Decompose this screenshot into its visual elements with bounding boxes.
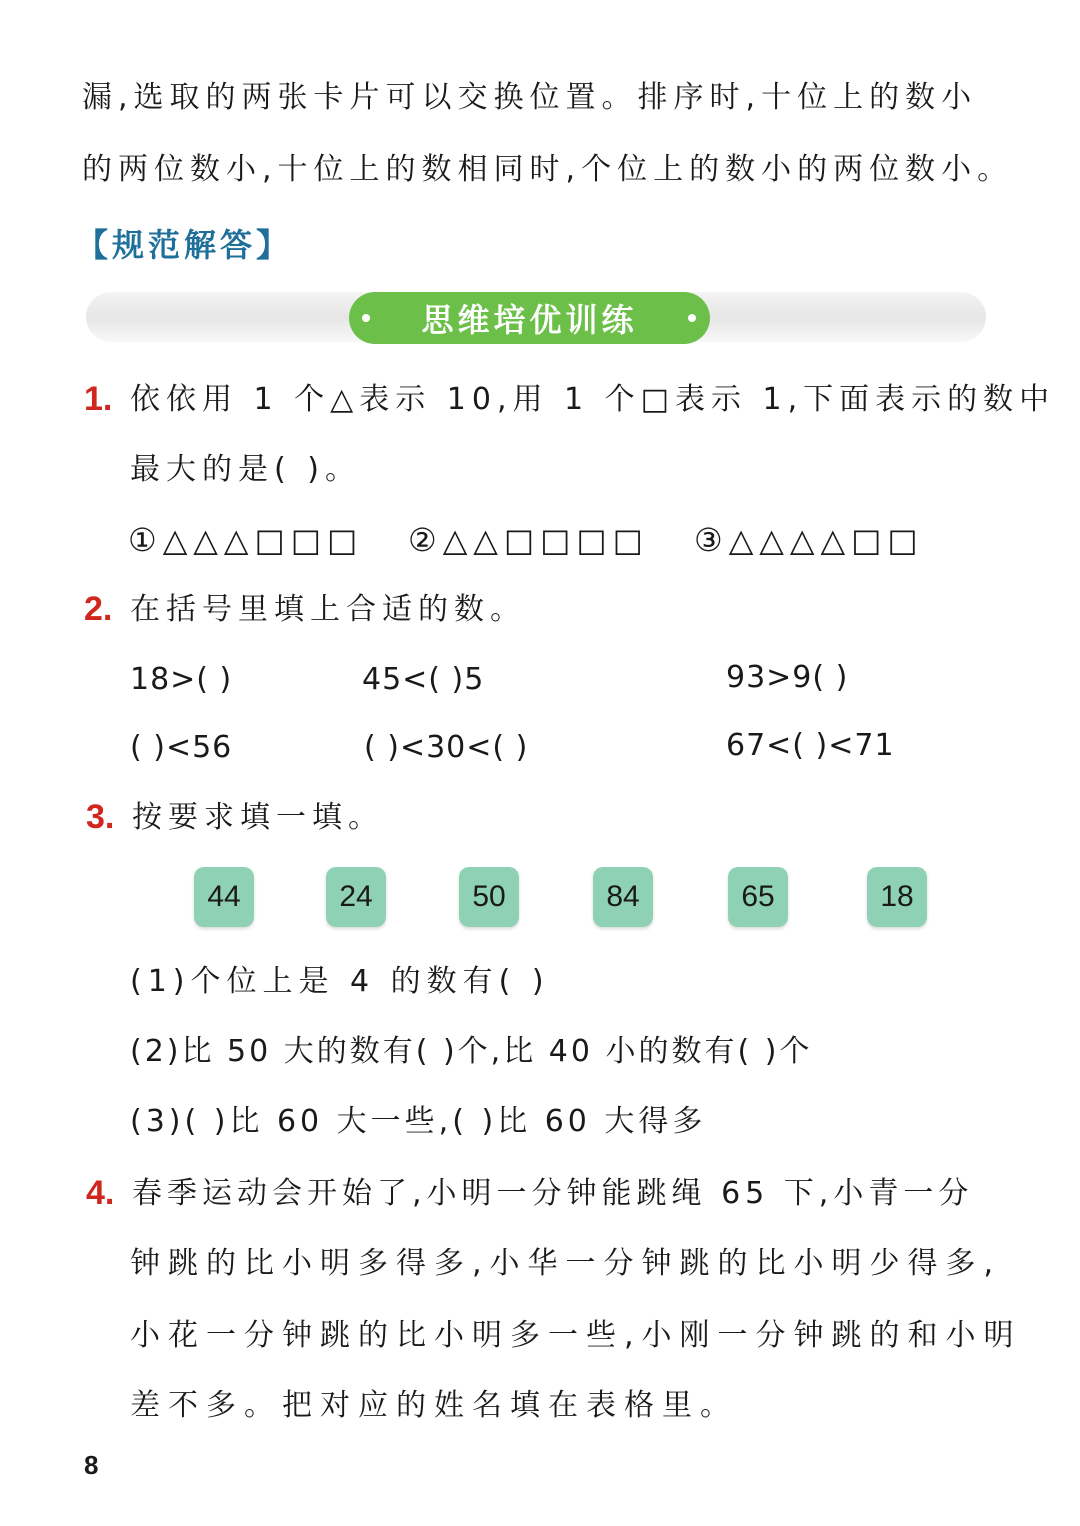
q2-blank-4[interactable]: ( )<56 xyxy=(130,730,233,765)
q3-sub-1: (1)个位上是 4 的数有( ) xyxy=(130,964,550,999)
number-card: 44 xyxy=(194,867,254,927)
q2-blank-5[interactable]: ( )<30<( ) xyxy=(364,730,529,765)
number-card: 18 xyxy=(867,867,927,927)
q1-line-2: 最大的是( )。 xyxy=(130,452,361,487)
q4-number: 4. xyxy=(86,1174,115,1212)
banner-dot-right xyxy=(688,314,696,322)
q4-line-4: 差不多。把对应的姓名填在表格里。 xyxy=(130,1388,738,1423)
q2-number: 2. xyxy=(84,590,113,628)
section-label: 【规范解答】 xyxy=(76,226,293,264)
banner-dot-left xyxy=(362,314,370,322)
number-card: 84 xyxy=(593,867,653,927)
q1-number: 1. xyxy=(84,380,113,418)
q4-line-1: 春季运动会开始了,小明一分钟能跳绳 65 下,小青一分 xyxy=(132,1176,974,1211)
q1-option-3: ③△△△△□□ xyxy=(694,521,924,559)
q4-line-3: 小花一分钟跳的比小明多一些,小刚一分钟跳的和小明 xyxy=(130,1318,1022,1353)
q3-number: 3. xyxy=(86,798,115,836)
q2-blank-6[interactable]: 67<( )<71 xyxy=(726,728,895,763)
q1-option-2: ②△△□□□□ xyxy=(408,521,649,559)
number-card: 50 xyxy=(459,867,519,927)
q1-option-1: ①△△△□□□ xyxy=(128,521,364,559)
number-card: 24 xyxy=(326,867,386,927)
intro-line-1: 漏,选取的两张卡片可以交换位置。排序时,十位上的数小 xyxy=(82,80,978,115)
page-number: 8 xyxy=(84,1450,99,1480)
banner-title: 思维培优训练 xyxy=(349,292,710,344)
q2-title: 在括号里填上合适的数。 xyxy=(130,592,526,627)
q3-title: 按要求填一填。 xyxy=(132,800,384,835)
q3-sub-3: (3)( )比 60 大一些,( )比 60 大得多 xyxy=(130,1104,707,1139)
intro-line-2: 的两位数小,十位上的数相同时,个位上的数小的两位数小。 xyxy=(82,152,1014,187)
q2-blank-2[interactable]: 45<( )5 xyxy=(362,662,485,697)
q2-blank-3[interactable]: 93>9( ) xyxy=(726,660,849,695)
q4-line-2: 钟跳的比小明多得多,小华一分钟跳的比小明少得多, xyxy=(130,1246,1002,1281)
q1-line-1: 依依用 1 个△表示 10,用 1 个□表示 1,下面表示的数中 xyxy=(130,382,1056,417)
q3-sub-2: (2)比 50 大的数有( )个,比 40 小的数有( )个 xyxy=(130,1034,813,1069)
number-card: 65 xyxy=(728,867,788,927)
q2-blank-1[interactable]: 18>( ) xyxy=(130,662,233,697)
